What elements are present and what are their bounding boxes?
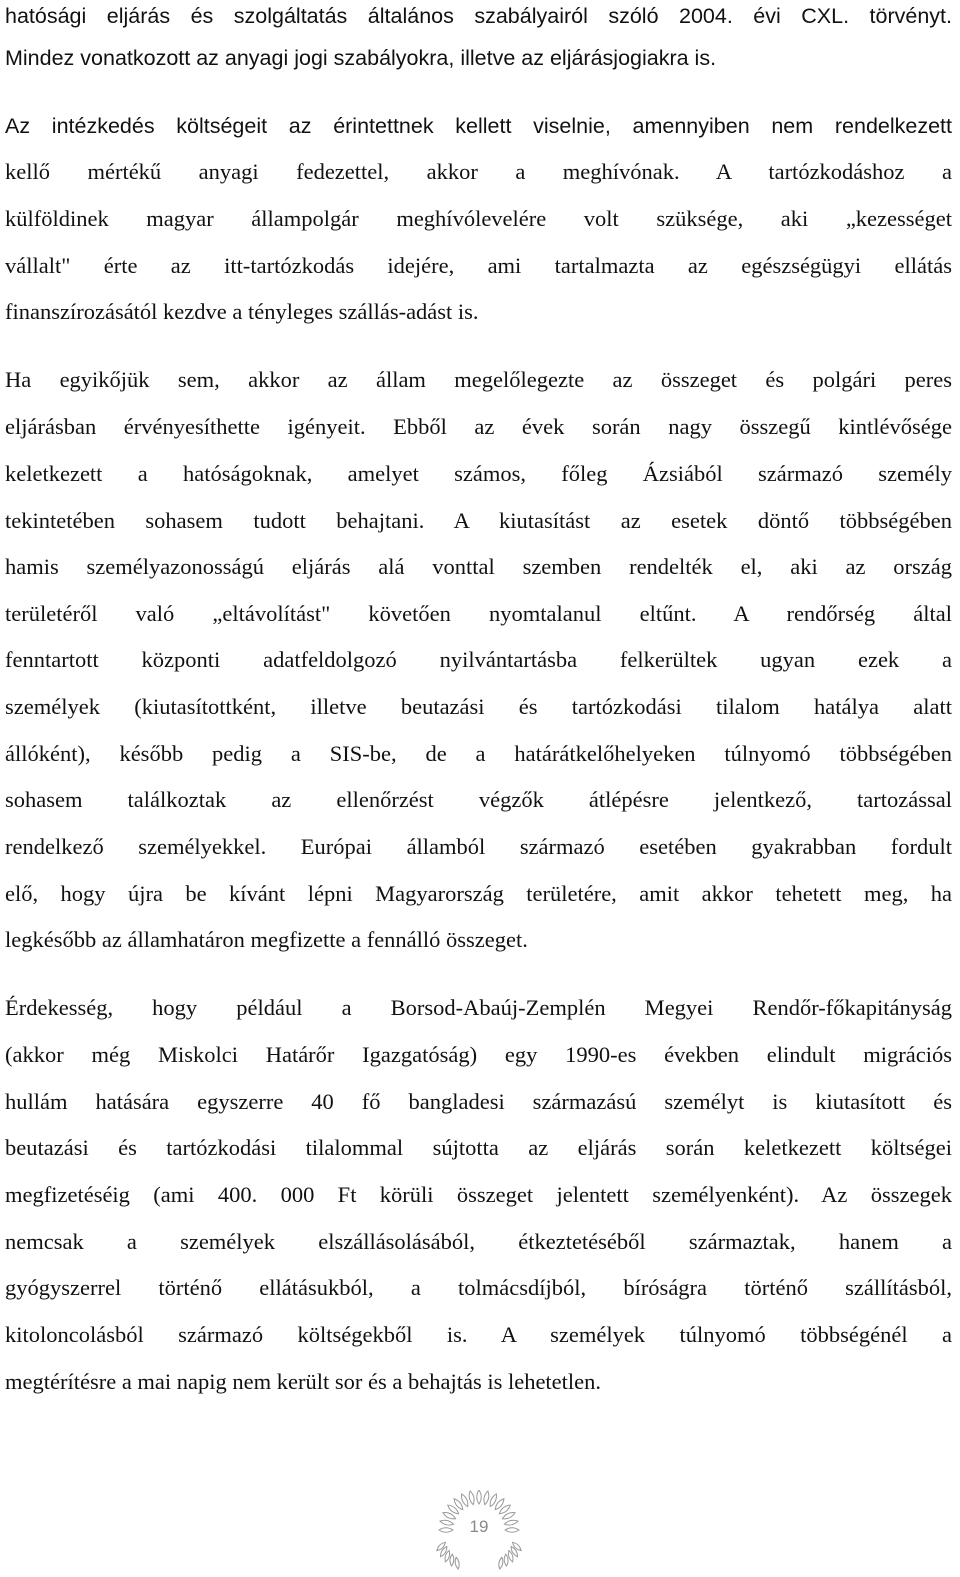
wreath-leaf <box>498 1557 504 1569</box>
wreath-leaf <box>468 1491 475 1506</box>
text-line: sohasem találkoztak az ellenőrzést végzők átlépésre jelentkező, tartozással <box>5 787 952 812</box>
text-line: eljárásban érvényesíthette igényeit. Ebből az évek során nagy összegű kintlévősége <box>5 414 952 439</box>
wreath-leaf <box>454 1557 460 1569</box>
wreath-leaf <box>483 1491 490 1506</box>
text-line: rendelkező személyekkel. Európai államból származó esetében gyakrabban fordult <box>5 834 952 859</box>
text-line: személyek (kiutasítottként, illetve beutazási és tartózkodási tilalom hatálya alatt <box>5 694 952 719</box>
text-line: nemcsak a személyek elszállásolásából, étkeztetéséből származtak, hanem a <box>5 1229 952 1254</box>
wreath-leaf <box>452 1497 464 1511</box>
text-line: fenntartott központi adatfeldolgozó nyilvántartásba felkerültek ugyan ezek a <box>5 647 952 672</box>
text-line: megtérítésre a mai napig nem került sor és a behajtás is lehetetlen. <box>5 1369 602 1394</box>
text-line: elő, hogy újra be kívánt lépni Magyarország területére, amit akkor tehetett meg, ha <box>5 881 952 906</box>
text-line: gyógyszerrel történő ellátásukból, a tolmácsdíjból, bíróságra történő szállításból, <box>5 1275 952 1300</box>
wreath-leaf <box>439 1545 449 1557</box>
wreath-leaf <box>511 1541 522 1552</box>
text-line: megfizetéséig (ami 400. 000 Ft körüli összeget jelentett személyenként). Az összegek <box>5 1182 952 1207</box>
text-line: (akkor még Miskolci Határőr Igazgatóság) egy 1990-es években elindult migrációs <box>5 1042 952 1067</box>
text-line: területéről való „eltávolítást" követően nyomtalanul eltűnt. A rendőrség által <box>5 601 952 626</box>
text-line: Mindez vonatkozott az anyagi jogi szabályokra, illetve az eljárásjogiakra is. <box>5 46 717 70</box>
wreath-leaf <box>450 1554 455 1566</box>
wreath-leaf <box>493 1497 505 1511</box>
wreath-leaf <box>436 1541 447 1552</box>
wreath-leaf <box>504 1554 509 1566</box>
page-number-footer <box>423 1490 535 1574</box>
text-line: kellő mértékű anyagi fedezettel, akkor a meghívónak. A tartózkodáshoz a <box>5 159 952 184</box>
wreath-leaf <box>488 1493 498 1508</box>
wreath-leaf <box>477 1490 481 1504</box>
text-line: vállalt" érte az itt-tartózkodás idejére, ami tartalmazta az egészségügyi ellátás <box>5 253 952 278</box>
text-line: hatósági eljárás és szolgáltatás általános szabályairól szóló 2004. évi CXL. törvényt. <box>5 4 952 28</box>
wreath-leaf <box>510 1545 520 1557</box>
text-line: állóként), később pedig a SIS-be, de a határátkelőhelyeken túlnyomó többségében <box>5 741 952 766</box>
wreath-leaf <box>460 1493 470 1508</box>
text-line: hamis személyazonosságú eljárás alá vonttal szemben rendelték el, aki az ország <box>5 554 952 579</box>
text-line: finanszírozásától kezdve a tényleges szállás-adást is. <box>5 299 479 324</box>
text-line: Az intézkedés költségeit az érintettnek kellett viselnie, amennyiben nem rendelkezett <box>5 114 952 138</box>
text-line: Ha egyikőjük sem, akkor az állam megelőlegezte az összeget és polgári peres <box>5 367 952 392</box>
text-line: hullám hatására egyszerre 40 fő bangladesi származású személyt is kiutasított és <box>5 1089 952 1114</box>
page-number: 19 <box>469 1517 489 1536</box>
text-line: keletkezett a hatóságoknak, amelyet számos, főleg Ázsiából származó személy <box>5 461 952 486</box>
text-line: beutazási és tartózkodási tilalommal sújtotta az eljárás során keletkezett költségei <box>5 1135 952 1160</box>
text-line: legkésőbb az államhatáron megfizette a fennálló összeget. <box>5 927 528 952</box>
wreath-leaf <box>446 1503 460 1515</box>
text-line: kitoloncolásból származó költségekből is. A személyek túlnyomó többségénél a <box>5 1322 952 1347</box>
text-line: külföldinek magyar állampolgár meghívólevelére volt szüksége, aki „kezességet <box>5 206 952 231</box>
wreath-leaf <box>498 1503 512 1515</box>
text-line: tekintetében sohasem tudott behajtani. A kiutasítást az esetek döntő többségében <box>5 508 952 533</box>
text-line: Érdekesség, hogy például a Borsod-Abaúj-Zemplén Megyei Rendőr-főkapitányság <box>5 995 952 1020</box>
